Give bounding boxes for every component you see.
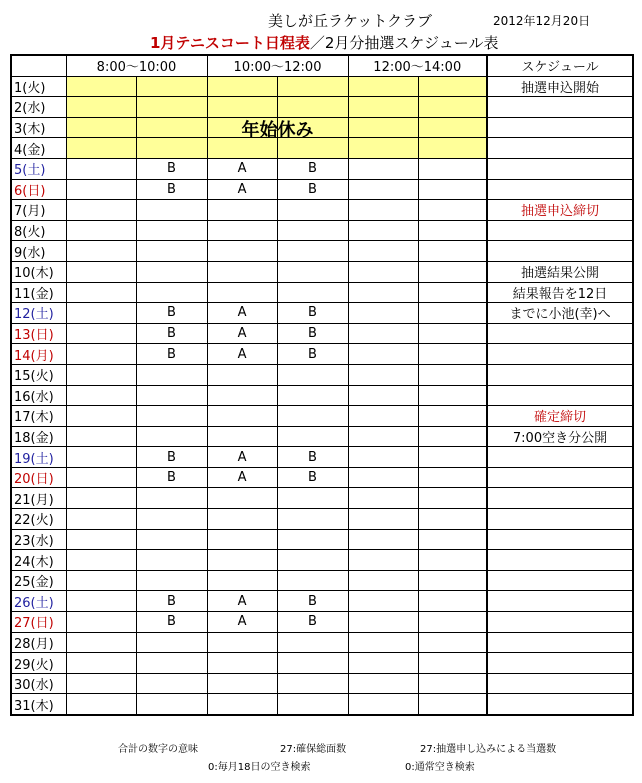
- schedule-note: [487, 632, 633, 653]
- schedule-header: スケジュール: [487, 55, 633, 76]
- court-cell: [66, 612, 136, 633]
- court-cell: [418, 694, 487, 715]
- schedule-note: [487, 570, 633, 591]
- holiday-label: 年始休み: [241, 119, 314, 141]
- court-cell: [418, 200, 487, 221]
- day-label: 2(水): [11, 97, 66, 118]
- court-cell: [136, 97, 207, 118]
- table-row: [11, 344, 633, 365]
- court-cell: B: [277, 467, 348, 488]
- court-cell: [418, 612, 487, 633]
- day-label: 13(日): [11, 323, 66, 344]
- court-cell: [348, 570, 418, 591]
- court-cell: [207, 632, 277, 653]
- schedule-note: までに小池(幸)へ: [487, 303, 633, 324]
- schedule-note: [487, 612, 633, 633]
- court-cell: [348, 323, 418, 344]
- court-cell: [348, 261, 418, 282]
- court-cell: B: [277, 323, 348, 344]
- court-cell: [66, 385, 136, 406]
- table-row: [11, 241, 633, 262]
- court-cell: B: [277, 591, 348, 612]
- table-row: [11, 570, 633, 591]
- table-row: [11, 303, 633, 324]
- court-cell: [66, 138, 136, 159]
- court-cell: [348, 653, 418, 674]
- footnote-lottery-wins: 27:抽選申し込みによる当選数: [420, 744, 557, 755]
- court-cell: [418, 179, 487, 200]
- court-cell: [66, 426, 136, 447]
- schedule-note: [487, 220, 633, 241]
- court-cell: [348, 117, 418, 138]
- court-cell: [277, 426, 348, 447]
- footnote-18th-search: 0:毎月18日の空き検索: [208, 762, 311, 773]
- court-cell: [348, 179, 418, 200]
- court-cell: [66, 76, 136, 97]
- court-cell: [348, 282, 418, 303]
- court-cell: [348, 344, 418, 365]
- table-row: [11, 282, 633, 303]
- court-cell: [207, 385, 277, 406]
- day-label: 31(木): [11, 694, 66, 715]
- court-cell: [66, 406, 136, 427]
- court-cell: [207, 97, 277, 118]
- table-row: [11, 488, 633, 509]
- table-row: [11, 138, 633, 159]
- table-row: [11, 323, 633, 344]
- court-cell: [277, 550, 348, 571]
- table-row: [11, 632, 633, 653]
- day-label: 30(水): [11, 673, 66, 694]
- court-cell: B: [136, 612, 207, 633]
- court-cell: [277, 385, 348, 406]
- court-cell: [418, 117, 487, 138]
- court-cell: [136, 550, 207, 571]
- court-cell: [277, 261, 348, 282]
- court-cell: [207, 488, 277, 509]
- schedule-note: 確定締切: [487, 406, 633, 427]
- court-cell: [418, 570, 487, 591]
- schedule-note: [487, 509, 633, 530]
- club-name: 美しが丘ラケットクラブ: [268, 12, 432, 30]
- day-label: 14(月): [11, 344, 66, 365]
- schedule-note: [487, 488, 633, 509]
- court-cell: B: [136, 303, 207, 324]
- court-cell: [136, 406, 207, 427]
- footnote-meaning: 合計の数字の意味: [118, 744, 198, 755]
- court-cell: [348, 406, 418, 427]
- court-cell: [66, 179, 136, 200]
- schedule-note: [487, 673, 633, 694]
- court-cell: [66, 632, 136, 653]
- court-cell: [207, 364, 277, 385]
- court-cell: [136, 673, 207, 694]
- court-cell: [418, 158, 487, 179]
- court-cell: [418, 529, 487, 550]
- court-cell: [277, 364, 348, 385]
- schedule-note: [487, 241, 633, 262]
- court-cell: [348, 488, 418, 509]
- court-cell: [66, 344, 136, 365]
- court-cell: B: [136, 323, 207, 344]
- court-cell: [66, 550, 136, 571]
- schedule-note: [487, 179, 633, 200]
- court-cell: [348, 200, 418, 221]
- document-date: 2012年12月20日: [493, 14, 591, 28]
- schedule-note: [487, 138, 633, 159]
- court-cell: [418, 220, 487, 241]
- court-cell: B: [136, 344, 207, 365]
- table-row: [11, 220, 633, 241]
- court-cell: [277, 76, 348, 97]
- court-cell: [66, 447, 136, 468]
- court-cell: [348, 550, 418, 571]
- court-cell: [136, 261, 207, 282]
- day-label: 21(月): [11, 488, 66, 509]
- court-cell: [348, 76, 418, 97]
- court-cell: [418, 385, 487, 406]
- court-cell: [277, 632, 348, 653]
- court-cell: [348, 447, 418, 468]
- table-row: [11, 97, 633, 118]
- slot-header-3: 12:00～14:00: [348, 55, 487, 76]
- court-cell: [277, 694, 348, 715]
- schedule-table: [10, 54, 634, 716]
- court-cell: [277, 570, 348, 591]
- court-cell: [418, 509, 487, 530]
- court-cell: [418, 591, 487, 612]
- court-cell: A: [207, 158, 277, 179]
- court-cell: [418, 406, 487, 427]
- court-cell: [136, 282, 207, 303]
- court-cell: [66, 241, 136, 262]
- court-cell: [277, 241, 348, 262]
- schedule-note: 抽選申込締切: [487, 200, 633, 221]
- court-cell: [418, 97, 487, 118]
- court-cell: [136, 117, 207, 138]
- court-cell: [66, 261, 136, 282]
- day-label: 8(火): [11, 220, 66, 241]
- court-cell: A: [207, 467, 277, 488]
- court-cell: [348, 241, 418, 262]
- table-row: [11, 76, 633, 97]
- schedule-note: [487, 467, 633, 488]
- court-cell: [277, 97, 348, 118]
- table-row: [11, 467, 633, 488]
- court-cell: B: [136, 179, 207, 200]
- court-cell: [277, 282, 348, 303]
- court-cell: [277, 200, 348, 221]
- court-cell: [207, 261, 277, 282]
- court-cell: [418, 467, 487, 488]
- court-cell: B: [136, 447, 207, 468]
- day-label: 4(金): [11, 138, 66, 159]
- court-cell: [66, 97, 136, 118]
- day-label: 29(火): [11, 653, 66, 674]
- day-label: 6(日): [11, 179, 66, 200]
- day-label: 24(木): [11, 550, 66, 571]
- court-cell: [348, 138, 418, 159]
- court-cell: [348, 591, 418, 612]
- header-row: [11, 55, 633, 76]
- court-cell: [207, 76, 277, 97]
- schedule-note: [487, 323, 633, 344]
- court-cell: [418, 344, 487, 365]
- court-cell: [66, 364, 136, 385]
- day-label: 25(金): [11, 570, 66, 591]
- court-cell: [136, 632, 207, 653]
- court-cell: A: [207, 344, 277, 365]
- court-cell: [348, 385, 418, 406]
- table-row: [11, 385, 633, 406]
- court-cell: [418, 653, 487, 674]
- court-cell: [207, 673, 277, 694]
- court-cell: B: [136, 591, 207, 612]
- court-cell: [66, 117, 136, 138]
- day-label: 3(木): [11, 117, 66, 138]
- day-label: 1(火): [11, 76, 66, 97]
- schedule-note: [487, 694, 633, 715]
- table-row: [11, 509, 633, 530]
- court-cell: B: [277, 158, 348, 179]
- table-row: [11, 612, 633, 633]
- table-row: [11, 694, 633, 715]
- court-cell: A: [207, 591, 277, 612]
- court-cell: [207, 220, 277, 241]
- court-cell: [418, 550, 487, 571]
- court-cell: [66, 570, 136, 591]
- court-cell: [136, 488, 207, 509]
- court-cell: [136, 364, 207, 385]
- court-cell: A: [207, 323, 277, 344]
- court-cell: [418, 76, 487, 97]
- court-cell: [66, 200, 136, 221]
- schedule-note: [487, 529, 633, 550]
- court-cell: [418, 241, 487, 262]
- court-cell: [207, 694, 277, 715]
- court-cell: [207, 200, 277, 221]
- day-label: 23(水): [11, 529, 66, 550]
- day-label: 10(木): [11, 261, 66, 282]
- day-label: 28(月): [11, 632, 66, 653]
- court-cell: [277, 509, 348, 530]
- court-cell: [418, 323, 487, 344]
- court-cell: [136, 138, 207, 159]
- footnote-normal-search: 0:通常空き検索: [405, 762, 475, 773]
- court-cell: A: [207, 447, 277, 468]
- court-cell: [418, 261, 487, 282]
- schedule-note: [487, 364, 633, 385]
- court-cell: A: [207, 612, 277, 633]
- court-cell: [136, 385, 207, 406]
- table-row: [11, 364, 633, 385]
- court-cell: [348, 303, 418, 324]
- slot-header-2: 10:00～12:00: [207, 55, 348, 76]
- footnote-total-courts: 27:確保総面数: [280, 744, 347, 755]
- court-cell: [418, 138, 487, 159]
- table-row: [11, 261, 633, 282]
- court-cell: [66, 509, 136, 530]
- court-cell: [207, 509, 277, 530]
- schedule-note: [487, 117, 633, 138]
- table-row: [11, 529, 633, 550]
- court-cell: B: [277, 303, 348, 324]
- day-label: 22(火): [11, 509, 66, 530]
- court-cell: [277, 529, 348, 550]
- schedule-note: [487, 550, 633, 571]
- day-label: 11(金): [11, 282, 66, 303]
- table-row: [11, 447, 633, 468]
- court-cell: [348, 158, 418, 179]
- slot-header-1: 8:00～10:00: [66, 55, 207, 76]
- schedule-note: 抽選結果公開: [487, 261, 633, 282]
- table-row: [11, 158, 633, 179]
- court-cell: [66, 488, 136, 509]
- court-cell: [418, 632, 487, 653]
- court-cell: [348, 220, 418, 241]
- day-label: 7(月): [11, 200, 66, 221]
- court-cell: [136, 570, 207, 591]
- page-title: [150, 32, 499, 53]
- court-cell: [136, 220, 207, 241]
- court-cell: [136, 426, 207, 447]
- schedule-note: 抽選申込開始: [487, 76, 633, 97]
- court-cell: [136, 241, 207, 262]
- day-label: 15(火): [11, 364, 66, 385]
- court-cell: [207, 282, 277, 303]
- court-cell: [207, 550, 277, 571]
- court-cell: [418, 303, 487, 324]
- court-cell: A: [207, 303, 277, 324]
- court-cell: [418, 447, 487, 468]
- court-cell: [66, 591, 136, 612]
- court-cell: [66, 529, 136, 550]
- schedule-note: [487, 591, 633, 612]
- court-cell: [66, 303, 136, 324]
- schedule-note: [487, 653, 633, 674]
- court-cell: [136, 529, 207, 550]
- schedule-note: [487, 158, 633, 179]
- court-cell: [207, 653, 277, 674]
- court-cell: [348, 673, 418, 694]
- schedule-note: [487, 385, 633, 406]
- schedule-note: [487, 447, 633, 468]
- court-cell: [418, 426, 487, 447]
- court-cell: [348, 364, 418, 385]
- court-cell: [66, 694, 136, 715]
- court-cell: [277, 488, 348, 509]
- day-label: 20(日): [11, 467, 66, 488]
- court-cell: [348, 694, 418, 715]
- court-cell: [66, 653, 136, 674]
- court-cell: [348, 97, 418, 118]
- table-row: [11, 591, 633, 612]
- day-label: 17(木): [11, 406, 66, 427]
- schedule-note: [487, 97, 633, 118]
- table-row: [11, 117, 633, 138]
- court-cell: [348, 529, 418, 550]
- schedule-note: 7:00空き分公開: [487, 426, 633, 447]
- court-cell: [207, 426, 277, 447]
- court-cell: B: [136, 158, 207, 179]
- table-row: [11, 179, 633, 200]
- title-month: 1月テニスコート日程表: [150, 34, 310, 52]
- day-label: 5(土): [11, 158, 66, 179]
- title-subtitle: ／2月分抽選スケジュール表: [309, 34, 499, 52]
- day-label: 19(土): [11, 447, 66, 468]
- court-cell: B: [277, 612, 348, 633]
- day-label: 27(日): [11, 612, 66, 633]
- court-cell: [418, 364, 487, 385]
- court-cell: [136, 200, 207, 221]
- day-label: 18(金): [11, 426, 66, 447]
- court-cell: [66, 467, 136, 488]
- court-cell: [348, 467, 418, 488]
- court-cell: [277, 673, 348, 694]
- court-cell: B: [277, 344, 348, 365]
- schedule-note: 結果報告を12日: [487, 282, 633, 303]
- court-cell: [207, 241, 277, 262]
- court-cell: B: [136, 467, 207, 488]
- court-cell: [66, 158, 136, 179]
- court-cell: [418, 673, 487, 694]
- court-cell: [348, 632, 418, 653]
- court-cell: [277, 220, 348, 241]
- day-label: 9(水): [11, 241, 66, 262]
- day-label: 16(水): [11, 385, 66, 406]
- court-cell: B: [277, 179, 348, 200]
- corner-cell: [11, 55, 66, 76]
- table-row: [11, 653, 633, 674]
- court-cell: [348, 612, 418, 633]
- court-cell: [207, 570, 277, 591]
- table-row: [11, 200, 633, 221]
- schedule-note: [487, 344, 633, 365]
- table-row: [11, 673, 633, 694]
- court-cell: [277, 653, 348, 674]
- day-label: 12(土): [11, 303, 66, 324]
- court-cell: [348, 426, 418, 447]
- court-cell: [348, 509, 418, 530]
- court-cell: [66, 220, 136, 241]
- table-row: [11, 406, 633, 427]
- court-cell: [136, 694, 207, 715]
- court-cell: [136, 653, 207, 674]
- table-row: [11, 426, 633, 447]
- court-cell: [66, 282, 136, 303]
- court-cell: [136, 76, 207, 97]
- table-row: [11, 550, 633, 571]
- court-cell: A: [207, 179, 277, 200]
- court-cell: [136, 509, 207, 530]
- court-cell: [66, 673, 136, 694]
- court-cell: B: [277, 447, 348, 468]
- court-cell: [207, 529, 277, 550]
- court-cell: [277, 406, 348, 427]
- court-cell: [418, 488, 487, 509]
- day-label: 26(土): [11, 591, 66, 612]
- court-cell: [66, 323, 136, 344]
- court-cell: [207, 406, 277, 427]
- court-cell: [418, 282, 487, 303]
